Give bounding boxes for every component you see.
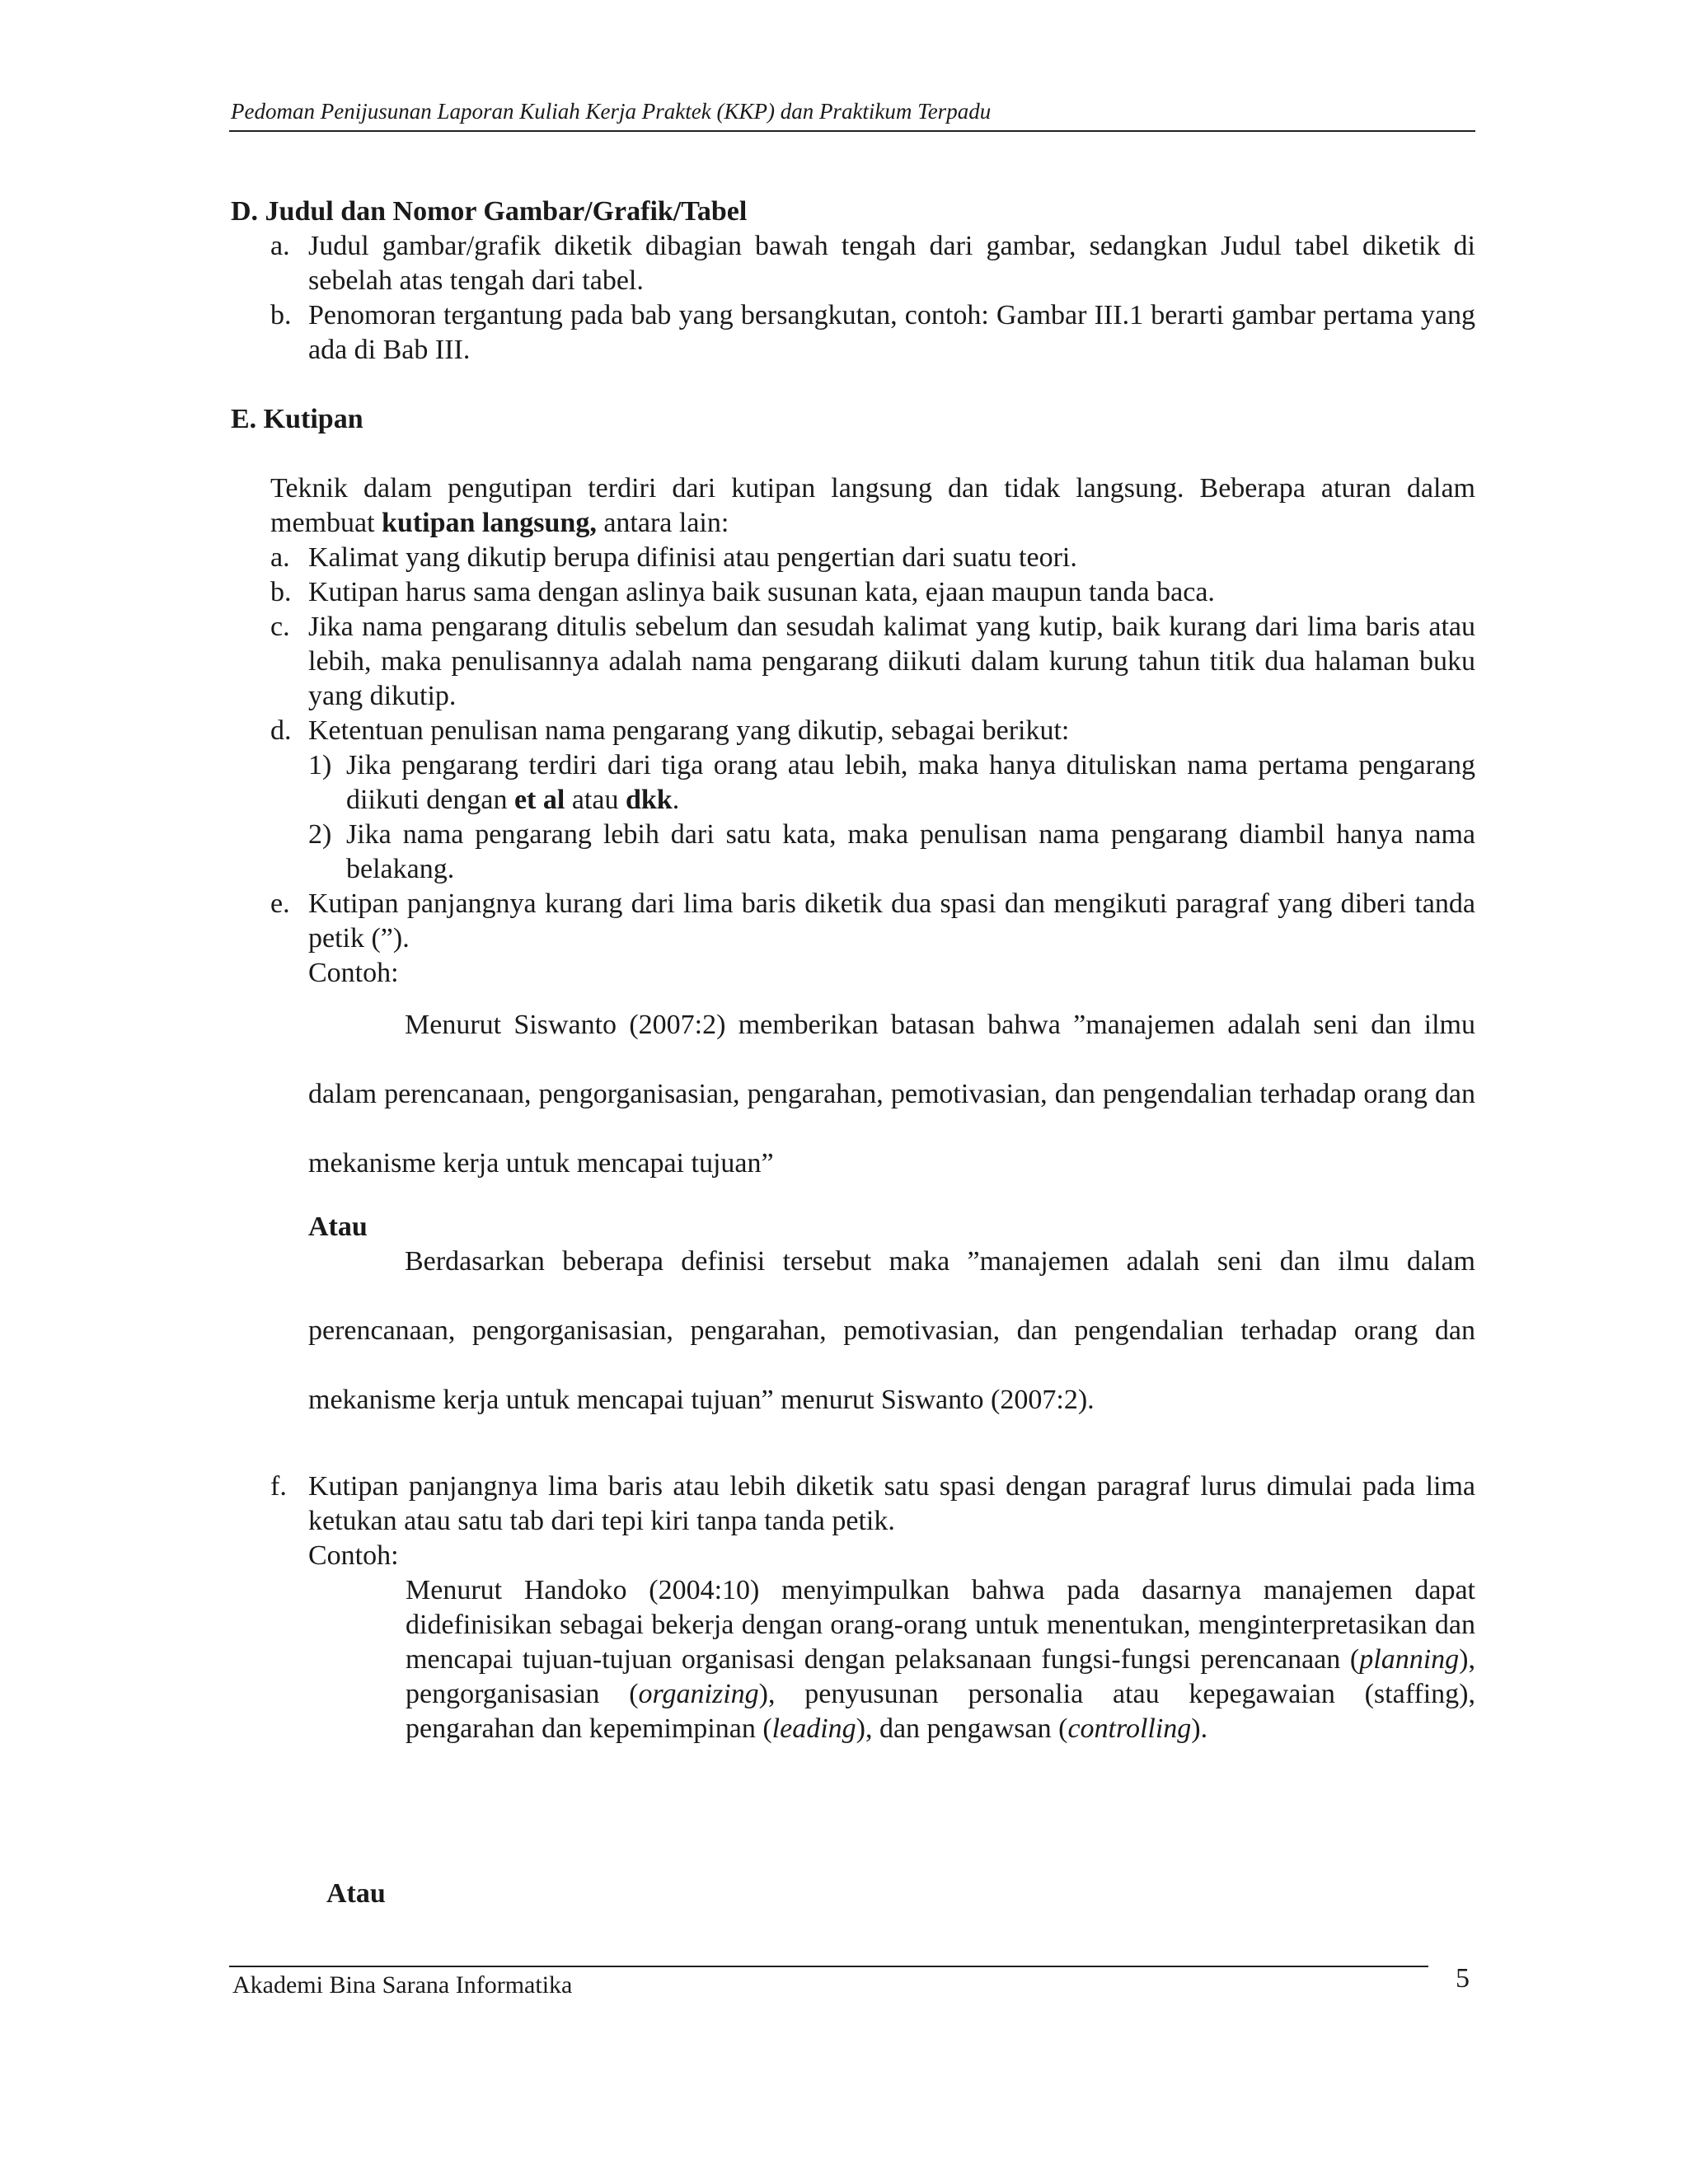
quote-italic-controlling: controlling [1067, 1713, 1192, 1744]
double-spaced-quote-2: Berdasarkan beberapa definisi tersebut maka ”manajemen adalah seni dan ilmu dalam perencanaan, pengorganisasian, pengarahan, pemotivasian, dan pengendalian terhadap orang dan mekanisme kerja untuk mencapai tujuan” menurut Siswanto (2007:2). [308, 1246, 1475, 1415]
item-text: Kutipan harus sama dengan aslinya baik susunan kata, ejaan maupun tanda baca. [308, 577, 1215, 607]
section-d-item-a [231, 229, 1475, 298]
item-marker: e. [270, 888, 290, 919]
section-d-item-b [231, 298, 1475, 368]
section-e-item-f [231, 1469, 1475, 1539]
footer-divider [229, 1966, 1428, 1967]
quote-italic-leading: leading [771, 1713, 856, 1744]
quote-italic-planning: planning [1359, 1644, 1460, 1675]
page-body [231, 194, 1475, 1911]
sub-item-marker: 2) [308, 819, 332, 850]
quote-text: ), pengorganisasian ( [406, 1644, 1475, 1709]
intro-text: Teknik dalam pengutipan terdiri dari kutipan langsung dan tidak langsung. Beberapa aturan dalam membuat [270, 473, 1475, 538]
item-marker: a. [270, 231, 290, 261]
running-header: Pedoman Penijusunan Laporan Kuliah Kerja Praktek (KKP) dan Praktikum Terpadu [231, 99, 992, 124]
sub-item-bold-dkk: dkk [625, 785, 673, 815]
intro-bold-term: kutipan langsung, [382, 508, 597, 538]
quote-text: ). [1191, 1713, 1208, 1744]
section-e-title: E. Kutipan [231, 404, 363, 434]
page-number: 5 [1456, 1963, 1470, 1994]
item-marker: b. [270, 577, 292, 607]
item-text: Jika nama pengarang ditulis sebelum dan sesudah kalimat yang kutip, baik kurang dari lima baris atau lebih, maka penulisannya adalah nama pengarang diikuti dalam kurung tahun titik dua halaman buku yang dikutip. [308, 612, 1475, 711]
item-text: Kutipan panjangnya lima baris atau lebih diketik satu spasi dengan paragraf lurus dimulai pada lima ketukan atau satu tab dari tepi kiri tanpa tanda petik. [308, 1471, 1475, 1536]
sub-item-text: atau [565, 785, 626, 815]
single-spaced-block-quote [406, 1573, 1475, 1746]
quote-italic-organizing: organizing [638, 1679, 759, 1709]
item-text: Penomoran tergantung pada bab yang bersangkutan, contoh: Gambar III.1 berarti gambar pertama yang ada di Bab III. [308, 300, 1475, 365]
section-d-title: D. Judul dan Nomor Gambar/Grafik/Tabel [231, 196, 748, 227]
item-marker: a. [270, 542, 290, 573]
atau-label-bottom: Atau [326, 1878, 386, 1909]
section-e-item-a [231, 541, 1475, 575]
sub-item-bold-et-al: et al [513, 785, 565, 815]
item-text: Kutipan panjangnya kurang dari lima baris diketik dua spasi dan mengikuti paragraf yang diberi tanda petik (”). [308, 888, 1475, 954]
section-e-intro [231, 471, 1475, 541]
section-e-item-d [231, 714, 1475, 748]
item-text: Judul gambar/grafik diketik dibagian bawah tengah dari gambar, sedangkan Judul tabel diketik di sebelah atas tengah dari tabel. [308, 231, 1475, 296]
atau-label: Atau [308, 1212, 368, 1242]
quote-text: Menurut Handoko (2004:10) menyimpulkan bahwa pada dasarnya manajemen dapat didefinisikan sebagai bekerja dengan orang-orang untuk menentukan, menginterpretasikan dan mencapai tujuan-tujuan organisasi dengan pelaksanaan fungsi-fungsi perencanaan ( [406, 1575, 1475, 1675]
intro-text-end: antara lain: [596, 508, 729, 538]
item-text: Kalimat yang dikutip berupa difinisi atau pengertian dari suatu teori. [308, 542, 1077, 573]
double-spaced-quote-1: Menurut Siswanto (2007:2) memberikan batasan bahwa ”manajemen adalah seni dan ilmu dalam perencanaan, pengorganisasian, pengarahan, pemotivasian, dan pengendalian terhadap orang dan mekanisme kerja untuk mencapai tujuan” [308, 1010, 1475, 1179]
section-e-item-c [231, 610, 1475, 714]
header-divider [229, 130, 1475, 132]
section-e-sub-item-1 [231, 748, 1475, 818]
section-e-sub-item-2 [231, 818, 1475, 887]
item-marker: b. [270, 300, 292, 330]
quote-text: ), penyusunan personalia atau kepegawaian (staffing), pengarahan dan kepemimpinan ( [406, 1679, 1475, 1744]
contoh-label: Contoh: [308, 958, 399, 988]
item-text: Ketentuan penulisan nama pengarang yang dikutip, sebagai berikut: [308, 715, 1070, 746]
section-e-item-e [231, 887, 1475, 956]
item-marker: d. [270, 715, 292, 746]
contoh-label: Contoh: [308, 1540, 399, 1571]
sub-item-text: Jika pengarang terdiri dari tiga orang atau lebih, maka hanya dituliskan nama pertama pengarang diikuti dengan [346, 750, 1475, 815]
section-e-item-b [231, 575, 1475, 610]
sub-item-marker: 1) [308, 750, 332, 780]
sub-item-text: Jika nama pengarang lebih dari satu kata, maka penulisan nama pengarang diambil hanya nama belakang. [346, 819, 1475, 884]
item-marker: f. [270, 1471, 287, 1502]
footer-institution: Akademi Bina Sarana Informatika [232, 1971, 573, 1999]
sub-item-text: . [672, 785, 680, 815]
item-marker: c. [270, 612, 290, 642]
quote-text: ), dan pengawsan ( [856, 1713, 1068, 1744]
